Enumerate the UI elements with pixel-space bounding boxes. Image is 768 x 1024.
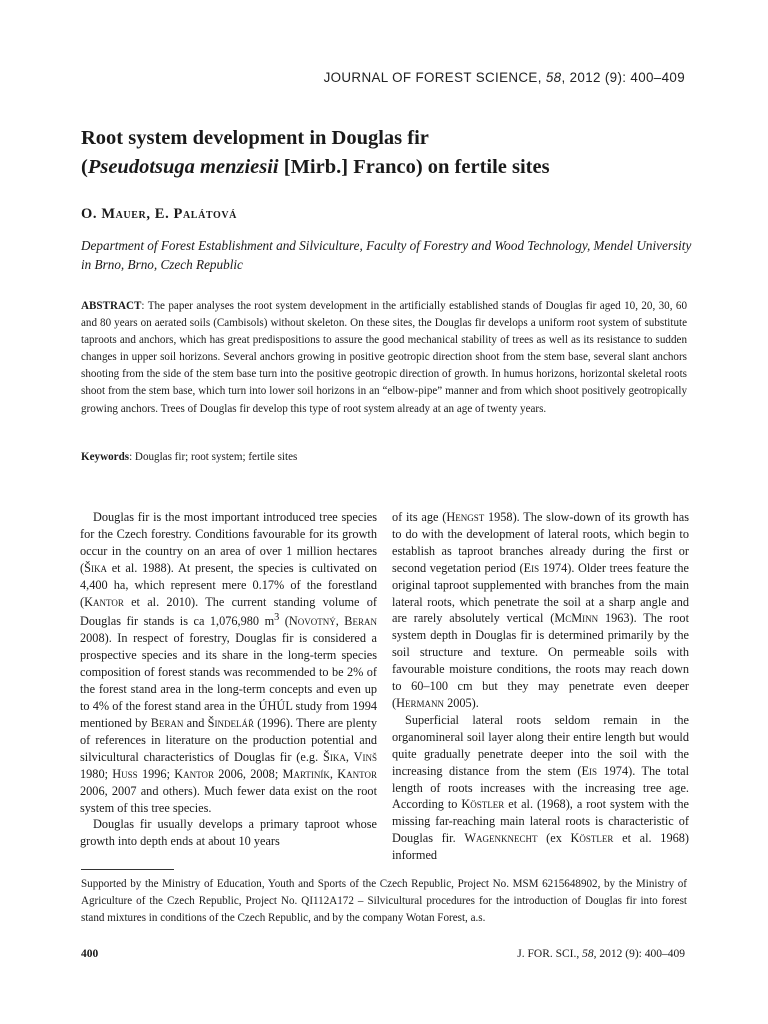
text-run: et al. 1968) informed bbox=[392, 831, 689, 863]
text-run: Superficial lateral roots seldom remain in the organomineral soil layer along their entire length but would quite gradually penetrate deeper into the soil with the increasing distance from the stem ( bbox=[392, 712, 689, 778]
text-run: ( bbox=[279, 614, 289, 629]
citation-author: McMinn bbox=[554, 611, 599, 626]
text-run: (1996). There are plenty of references in literature on the production potential and silvicultural characteristics of Douglas fir (e.g. bbox=[80, 715, 377, 764]
authors: O. Mauer, E. Palátová bbox=[81, 206, 238, 222]
paragraph-taproot: Douglas fir usually develops a primary taproot whose growth into depth ends at about 10 years bbox=[80, 817, 377, 849]
text-run: Douglas fir is the most important introduced tree species for the Czech forestry. Conditions favourable for its growth occur in the country on an area of over 1 million hectares ( bbox=[80, 510, 377, 575]
title-line-1: Root system development in Douglas fir bbox=[81, 127, 429, 149]
citation-author: Köstler bbox=[461, 797, 505, 812]
citation-author: Wagenknecht bbox=[464, 831, 538, 846]
citation-author: Kantor bbox=[174, 766, 214, 781]
abstract bbox=[81, 298, 687, 418]
citation-author: Huss bbox=[112, 766, 138, 781]
citation-author: Šindelář bbox=[207, 715, 254, 730]
citation-author: Eis bbox=[581, 763, 598, 778]
body-column-right bbox=[392, 509, 689, 864]
body-column-left bbox=[80, 509, 377, 850]
text-run: et al. (1968), a root system with the missing far-reaching main lateral roots is characteristic of Douglas fir. bbox=[392, 797, 689, 846]
paragraph-intro bbox=[80, 509, 377, 816]
text-run: of its age ( bbox=[392, 510, 447, 524]
citation-author: Hengst bbox=[446, 510, 485, 524]
title-line-2: [Mirb.] Franco) on fertile sites bbox=[278, 156, 550, 178]
article-title bbox=[81, 124, 691, 182]
superscript: 3 bbox=[274, 612, 280, 624]
citation-author: Šika bbox=[84, 560, 107, 575]
journal-volume: 58 bbox=[545, 70, 562, 85]
text-run: 1963). The root system depth in Douglas fir is determined primarily by the soil structure and texture. On permeable soils with favourable moisture conditions, the roots may reach down to 60–100 cm but they may penetrate even deeper ( bbox=[392, 611, 689, 710]
text-run: and bbox=[183, 715, 208, 730]
keywords bbox=[81, 451, 297, 463]
keywords-label: Keywords bbox=[81, 451, 130, 463]
text-run: 1958). The slow-down of its growth has to do with the development of lateral roots, which begin to establish as taproot branches already during the first or second vegetation period ( bbox=[392, 510, 689, 575]
text-run: (ex bbox=[537, 831, 571, 846]
affiliation: Department of Forest Establishment and Silviculture, Faculty of Forestry and Wood Technology, Mendel University in Brno, Brno, Czech Republic bbox=[81, 238, 692, 272]
citation-author: Eis bbox=[523, 560, 540, 575]
paragraph-lateral-roots bbox=[392, 712, 689, 864]
text-run: 1980; bbox=[80, 766, 113, 781]
journal-issue: , 2012 (9): 400–409 bbox=[561, 70, 685, 85]
footnote-divider bbox=[81, 869, 174, 870]
title-species: Pseudotsuga menziesii bbox=[87, 156, 279, 178]
footer-volume: 58 bbox=[582, 948, 594, 960]
citation-author: Kantor bbox=[84, 594, 124, 609]
keywords-text: : Douglas fir; root system; fertile sites bbox=[129, 451, 298, 463]
citation-author: Köstler bbox=[570, 831, 614, 846]
page-number: 400 bbox=[81, 948, 99, 960]
footer-issue: , 2012 (9): 400–409 bbox=[593, 948, 685, 960]
citation-author: Hermann bbox=[396, 695, 444, 710]
text-run: 2006, 2007 and others). Much fewer data exist on the root system of this tree species. bbox=[80, 783, 377, 815]
text-run: 2006, 2008; bbox=[214, 766, 283, 781]
text-run: 2005). bbox=[444, 695, 479, 710]
journal-header bbox=[324, 70, 685, 85]
citation-author: Novotný, Beran bbox=[288, 614, 377, 629]
text-run: 1974). Older trees feature the original taproot supplemented with branches from the main lateral roots, which penetrate the soil at a sharp angle and are rarely absolutely vertical ( bbox=[392, 560, 689, 626]
footer-journal-name: J. FOR. SCI., bbox=[517, 948, 583, 960]
citation-author: Martiník, Kantor bbox=[282, 766, 377, 781]
abstract-text: : The paper analyses the root system development in the artificially established stands of Douglas fir aged 10, 20, 30, 60 and 80 years on aerated soils (Cambisols) without skeleton. On these sites, the Douglas fir develops a uniform root system of substitute taproots and anchors, which has great predispositions to assure the good mechanical stability of trees as well as its resistance to sudden changes in upper soil horizons. Several anchors growing in positive geotropic direction shoot from the stem base, several slant anchors shooting from the side of the stem base turn into the positive geotropic direction of growth. In humus horizons, horizontal skeletal roots shoot from the stem base, which turn into lower soil horizons in an “elbow-pipe” manner and from which shoot positively geotropically growing anchors. Trees of Douglas fir develop this type of root system already at an age of twenty years. bbox=[81, 300, 687, 415]
journal-name: JOURNAL OF FOREST SCIENCE, bbox=[323, 70, 546, 85]
paragraph-continued bbox=[392, 509, 689, 712]
text-run: et al. 2010). The current standing volume of Douglas fir stands is ca 1,076,980 m bbox=[80, 594, 377, 629]
text-run: 1974). The total length of roots increases with the increasing tree age. According to bbox=[392, 763, 689, 812]
footer-journal bbox=[517, 948, 685, 960]
text-run: 1996; bbox=[137, 766, 175, 781]
abstract-label: ABSTRACT bbox=[81, 300, 142, 312]
text-run: et al. 1988). At present, the species is cultivated on 4,400 ha, which represent mere 0.17% of the forestland ( bbox=[80, 560, 377, 609]
text-run: 2008). In respect of forestry, Douglas fir is considered a prospective species and its share in the long-term species composition of forest stands was recommended to be 2% of the forest stand area in the long-term concepts and even up to 4% of the forest stand area in the ÚHÚL study from 1994 mentioned by bbox=[80, 631, 377, 730]
funding-footnote: Supported by the Ministry of Education, Youth and Sports of the Czech Republic, Project No. MSM 6215648902, by the Ministry of Agriculture of the Czech Republic, Project No. QI112A172 – Silvicultural procedures for the introduction of Douglas fir into forest stand mixtures in conditions of the Czech Republic, and by the company Wotan Forest, a.s. bbox=[81, 878, 687, 925]
citation-author: Šika, Vinš bbox=[323, 749, 377, 764]
title-paren: ( bbox=[81, 156, 88, 178]
citation-author: Beran bbox=[150, 715, 184, 730]
